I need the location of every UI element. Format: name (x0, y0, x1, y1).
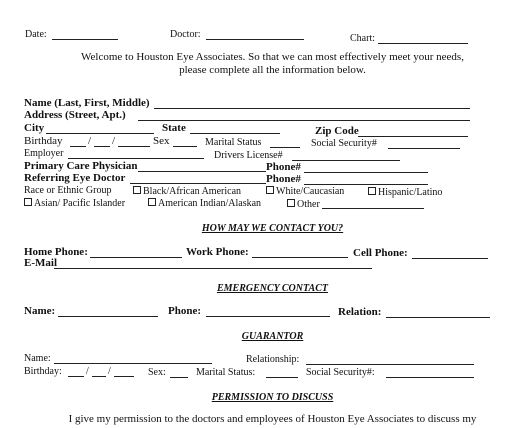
emergency-name-label: Name: (24, 305, 56, 317)
sex-field[interactable] (173, 146, 197, 147)
chart-label: Chart: (350, 33, 375, 44)
drivers-license-field[interactable] (292, 160, 400, 161)
referring-doctor-label: Referring Eye Doctor (24, 172, 126, 184)
ssn-label: Social Security# (311, 138, 377, 149)
referring-phone-field[interactable] (304, 184, 428, 185)
contact-section-title: HOW MAY WE CONTACT YOU? (201, 223, 344, 234)
drivers-license-label: Drivers License# (214, 150, 283, 161)
home-phone-label: Home Phone: (24, 246, 88, 258)
cell-phone-field[interactable] (412, 258, 488, 259)
date-label: Date: (25, 29, 47, 40)
race-option-native[interactable]: American Indian/Alaskan (148, 198, 261, 209)
pcp-phone-label: Phone# (266, 161, 301, 173)
city-field[interactable] (46, 133, 154, 134)
race-option-black[interactable]: Black/African American (133, 186, 241, 197)
state-label: State (162, 122, 186, 134)
city-label: City (24, 122, 45, 134)
emergency-phone-label: Phone: (168, 305, 201, 317)
checkbox-icon[interactable] (148, 198, 156, 206)
birthday-day-field[interactable] (94, 146, 110, 147)
guarantor-name-field[interactable] (54, 363, 212, 364)
guarantor-marital-label: Marital Status: (196, 367, 256, 378)
guarantor-birthday-label: Birthday: (24, 366, 62, 377)
birthday-label: Birthday (24, 135, 63, 147)
employer-label: Employer (24, 148, 64, 159)
cell-phone-label: Cell Phone: (353, 247, 408, 259)
address-label: Address (Street, Apt.) (24, 109, 126, 121)
birthday-month-field[interactable] (70, 146, 86, 147)
pcp-phone-field[interactable] (304, 172, 428, 173)
guarantor-birthday-month-field[interactable] (68, 376, 84, 377)
race-option-white[interactable]: White/Caucasian (266, 186, 344, 197)
intake-form: Date: Doctor: Chart: Welcome to Houston Eye Associates. So that we can most effectively meet your needs, please complete all the information below. Name (Last, First, Middle) Address (Street, Apt.) City State Zip Code Birthday / / Sex Marital Status Social Security# Employer Drivers License# Primary Care Physician Phone# Referring Eye Doctor Phone# Race or Ethnic Group Black/African American White/Caucasian Hispanic/Latino Asian/ Pacific Islander American Indian/Alaskan Other HOW MAY WE CONTACT YOU? Home Phone: Work Phone: Cell Phone: E-Mail EMERGENCY CONTACT Name: Phone: Relation: GUARANTOR Name: Relationship: Birthday: / / Sex: Marital Status: Social Security#: PERMISSION TO DISCUSS I give my permission to the doctors and employees of Houston Eye Associates to discuss my (0, 0, 525, 428)
doctor-field[interactable] (206, 39, 304, 40)
emergency-name-field[interactable] (58, 316, 158, 317)
pcp-label: Primary Care Physician (24, 160, 138, 172)
permission-section-title: PERMISSION TO DISCUSS (211, 392, 334, 403)
home-phone-field[interactable] (90, 257, 182, 258)
welcome-line-1: Welcome to Houston Eye Associates. So that we can most effectively meet your needs, (81, 51, 464, 63)
emergency-relation-label: Relation: (338, 306, 382, 318)
marital-status-field[interactable] (270, 147, 300, 148)
guarantor-marital-field[interactable] (266, 377, 298, 378)
zip-label: Zip Code (315, 125, 359, 137)
name-label: Name (Last, First, Middle) (24, 97, 150, 109)
referring-doctor-field[interactable] (130, 183, 266, 184)
email-field[interactable] (54, 268, 372, 269)
pcp-field[interactable] (138, 171, 266, 172)
guarantor-birthday-year-field[interactable] (114, 376, 134, 377)
doctor-label: Doctor: (170, 29, 201, 40)
guarantor-ssn-label: Social Security#: (306, 367, 375, 378)
guarantor-name-label: Name: (24, 353, 51, 364)
employer-field[interactable] (68, 158, 204, 159)
checkbox-icon[interactable] (266, 186, 274, 194)
guarantor-relationship-field[interactable] (306, 364, 474, 365)
checkbox-icon[interactable] (368, 187, 376, 195)
race-label: Race or Ethnic Group (24, 185, 112, 196)
zip-field[interactable] (358, 136, 468, 137)
guarantor-sex-label: Sex: (148, 367, 166, 378)
emergency-section-title: EMERGENCY CONTACT (216, 283, 329, 294)
welcome-line-2: please complete all the information below. (179, 64, 366, 76)
race-other-field[interactable] (322, 208, 424, 209)
marital-status-label: Marital Status (205, 137, 262, 148)
checkbox-icon[interactable] (287, 199, 295, 207)
guarantor-birthday-day-field[interactable] (92, 376, 106, 377)
emergency-phone-field[interactable] (206, 316, 330, 317)
birthday-year-field[interactable] (118, 146, 150, 147)
work-phone-field[interactable] (252, 257, 348, 258)
sex-label: Sex (153, 135, 170, 147)
emergency-relation-field[interactable] (386, 317, 490, 318)
guarantor-relationship-label: Relationship: (246, 354, 300, 365)
guarantor-sex-field[interactable] (170, 377, 188, 378)
checkbox-icon[interactable] (133, 186, 141, 194)
chart-field[interactable] (378, 43, 468, 44)
referring-phone-label: Phone# (266, 173, 301, 185)
race-option-asian[interactable]: Asian/ Pacific Islander (24, 198, 125, 209)
work-phone-label: Work Phone: (186, 246, 249, 258)
date-field[interactable] (52, 39, 118, 40)
state-field[interactable] (190, 133, 280, 134)
ssn-field[interactable] (388, 148, 460, 149)
race-option-other[interactable]: Other (287, 199, 320, 210)
guarantor-section-title: GUARANTOR (241, 331, 304, 342)
permission-text: I give my permission to the doctors and employees of Houston Eye Associates to discuss my (68, 413, 477, 425)
email-label: E-Mail (24, 257, 57, 269)
race-option-hispanic[interactable]: Hispanic/Latino (368, 187, 442, 198)
checkbox-icon[interactable] (24, 198, 32, 206)
address-field[interactable] (138, 120, 470, 121)
name-field[interactable] (154, 108, 470, 109)
guarantor-ssn-field[interactable] (386, 377, 474, 378)
